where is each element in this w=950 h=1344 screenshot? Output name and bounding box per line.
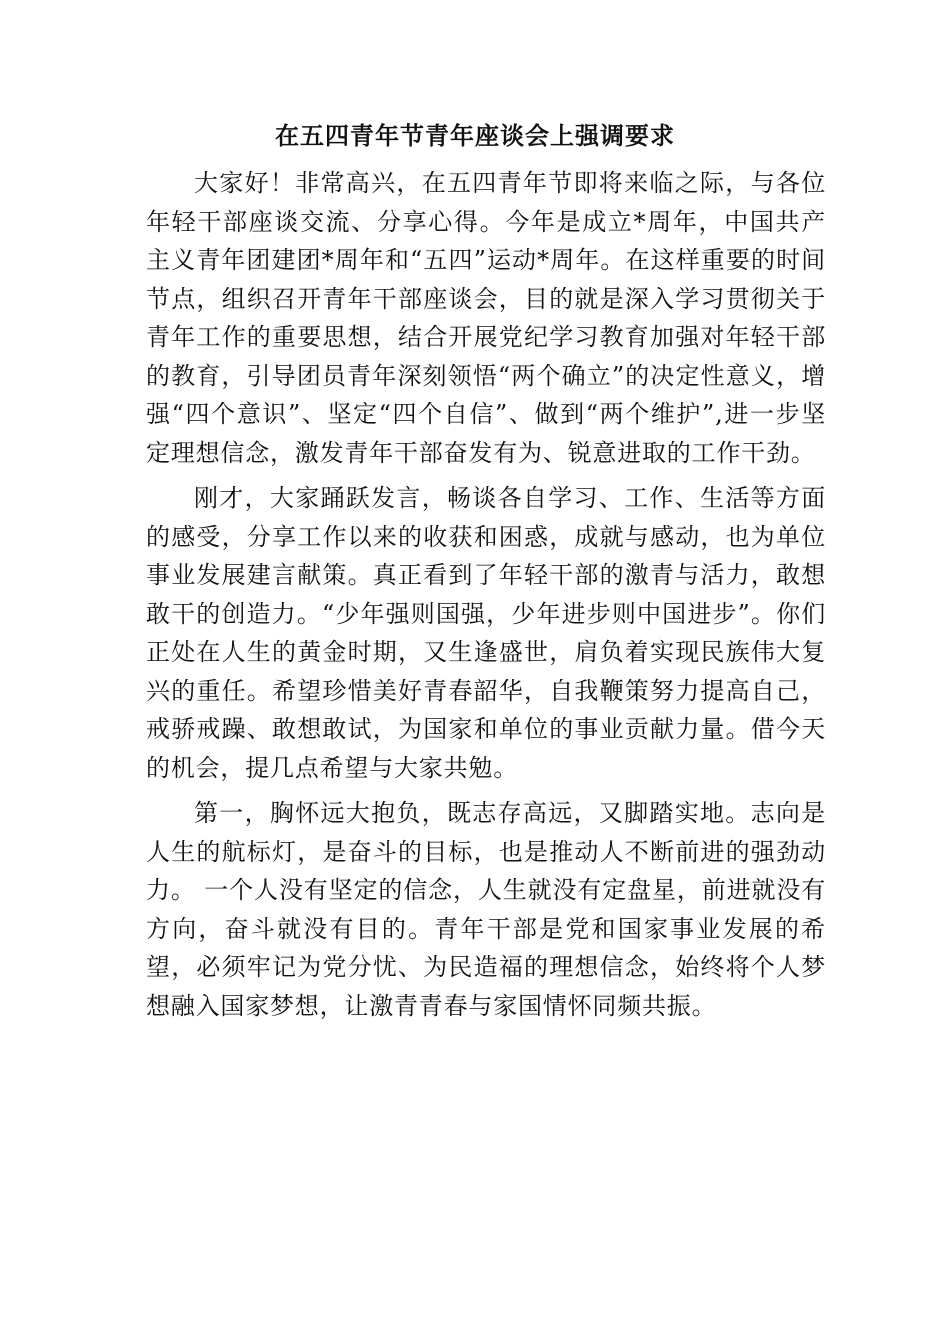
document-title: 在五四青年节青年座谈会上强调要求 — [275, 121, 675, 150]
paragraph-reflection: 刚才，大家踊跃发言，畅谈各自学习、工作、生活等方面的感受，分享工作以来的收获和困惑，成就与感动，也为单位事业发展建言献策。真正看到了年轻干部的激青与活力，敢想敢干的创造力。“少年强则国强，少年进步则中国进步”。你们正处在人生的黄金时期，又生逢盛世，肩负着实现民族伟大复兴的重任。希望珍惜美好青春韶华，自我鞭策努力提高自己，戒骄戒躁、敢想敢试，为国家和单位的事业贡献力量。借今天的机会，提几点希望与大家共勉。 — [146, 484, 826, 782]
paragraph-opening: 大家好！非常高兴，在五四青年节即将来临之际，与各位年轻干部座谈交流、分享心得。今年是成立*周年，中国共产主义青年团建团*周年和“五四”运动*周年。在这样重要的时间节点，组织召开青年干部座谈会，目的就是深入学习贯彻关于青年工作的重要思想，结合开展党纪学习教育加强对年轻干部的教育，引导团员青年深刻领悟“两个确立”的决定性意义，增强“四个意识”、坚定“四个自信”、做到“两个维护”,进一步坚定理想信念，激发青年干部奋发有为、锐意进取的工作干劲。 — [146, 169, 826, 467]
paragraph-point-one: 第一，胸怀远大抱负，既志存高远，又脚踏实地。志向是人生的航标灯，是奋斗的目标，也是推动人不断前进的强劲动力。 一个人没有坚定的信念，人生就没有定盘星，前进就没有方向，奋斗就没有目的。青年干部是党和国家事业发展的希望，必须牢记为党分忧、为民造福的理想信念，始终将个人梦想融入国家梦想，让激青青春与家国情怀同频共振。 — [146, 799, 826, 1020]
document-body — [146, 164, 826, 1032]
